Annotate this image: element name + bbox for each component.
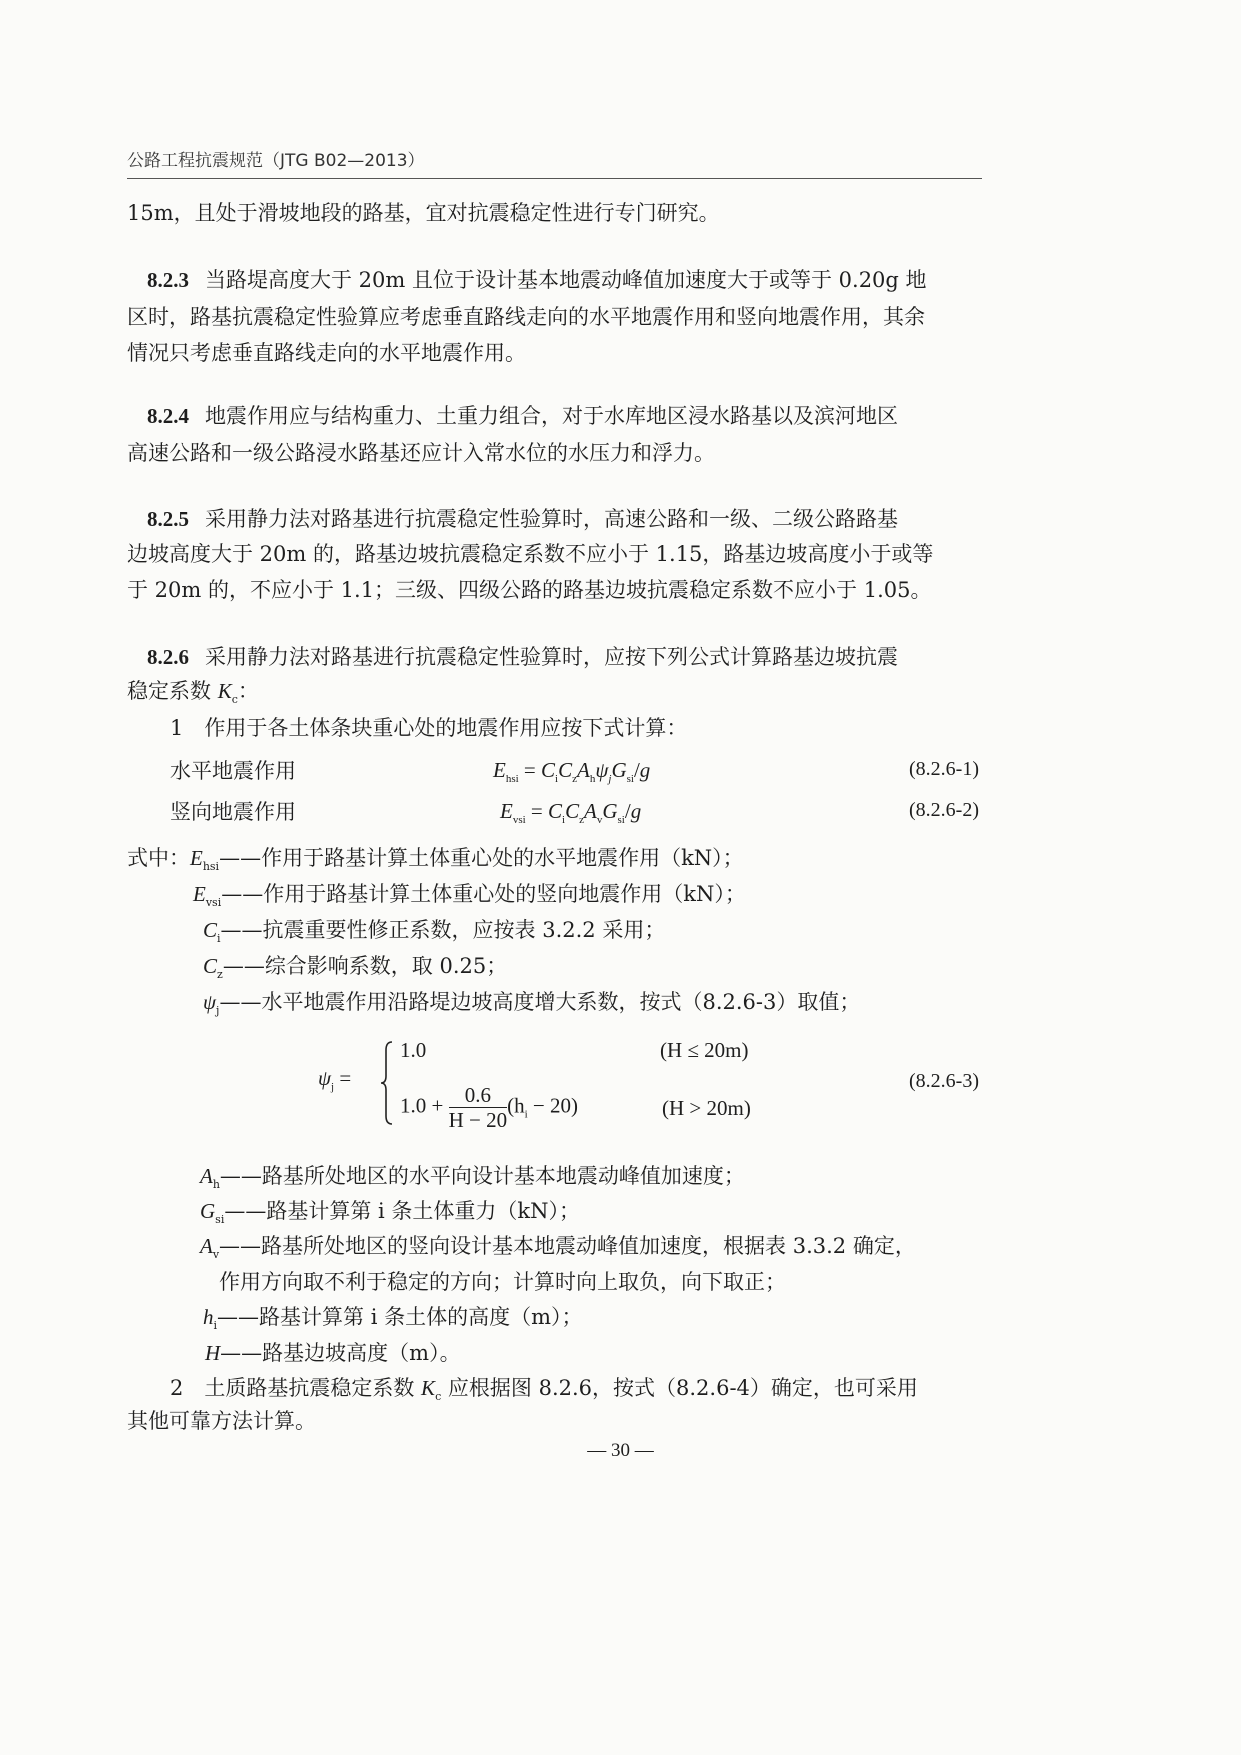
definition: $A_v——$路基所处地区的竖向设计基本地震动峰值加速度，根据表 3.3.2 确定， [200, 1234, 916, 1262]
brace [380, 1040, 394, 1126]
clause-8-2-4 [147, 401, 898, 431]
text: 地震作用应与结构重力、土重力组合，对于水库地区浸水路基以及滨河地区 [205, 404, 898, 428]
running-header: 公路工程抗震规范（JTG B02—2013） [127, 151, 425, 171]
definition: $C_z——$综合影响系数，取 0.25； [203, 954, 508, 982]
case-1: 1.0 [400, 1038, 427, 1062]
intro-line: 15m，且处于滑坡地段的路基，宜对抗震稳定性进行专门研究。 [127, 201, 720, 225]
item-2: 2 土质路基抗震稳定系数 $K_c$ 应根据图 8.2.6，按式（8.2.6-4）确定，也可采用 [170, 1376, 918, 1404]
page-number: — 30 — [587, 1440, 654, 1461]
equation-number: (8.2.6-2) [909, 799, 979, 821]
text: 情况只考虑垂直路线走向的水平地震作用。 [127, 341, 526, 365]
case-2: 1.0 + $\frac{0.6}{H - 20}$ $(h_i - 20)$ [400, 1083, 579, 1132]
where-label: 式中： [127, 846, 190, 870]
definition: $C_i——$抗震重要性修正系数，应按表 3.2.2 采用； [203, 918, 666, 946]
text: 采用静力法对路基进行抗震稳定性验算时，应按下列公式计算路基边坡抗震 [205, 645, 898, 669]
clause-number: 8.2.6 [147, 645, 189, 669]
eq1-label: 水平地震作用 [170, 759, 296, 783]
definition: $h_i——$路基计算第 i 条土体的高度（m）； [203, 1305, 583, 1333]
clause-number: 8.2.5 [147, 507, 189, 531]
equation-1: $E_{hsi} = C_iC_zA_h\psi_jG_{si}/g$ [493, 758, 651, 786]
definition-continued: 作用方向取不利于稳定的方向；计算时向上取负，向下取正； [219, 1270, 786, 1294]
text: 边坡高度大于 20m 的，路基边坡抗震稳定系数不应小于 1.15，路基边坡高度小于或等 [127, 542, 934, 566]
clause-8-2-5 [147, 504, 898, 534]
text: 采用静力法对路基进行抗震稳定性验算时，高速公路和一级、二级公路路基 [205, 507, 898, 531]
text: 当路堤高度大于 20m 且位于设计基本地震动峰值加速度大于或等于 0.20g 地 [205, 268, 927, 292]
condition-1: (H ≤ 20m) [660, 1038, 749, 1062]
clause-number: 8.2.3 [147, 268, 189, 292]
text: 其他可靠方法计算。 [127, 1409, 316, 1433]
definition: $E_{vsi}——$作用于路基计算土体重心处的竖向地震作用（kN）； [193, 882, 746, 910]
definition: $\psi_j——$水平地震作用沿路堤边坡高度增大系数，按式（8.2.6-3）取值； [203, 990, 861, 1018]
equation-number: (8.2.6-1) [909, 758, 979, 780]
clause-8-2-6 [147, 642, 898, 672]
clause-number: 8.2.4 [147, 404, 189, 428]
clause-8-2-3 [147, 265, 927, 295]
definition: H——路基边坡高度（m）。 [205, 1341, 461, 1365]
item-1: 1 作用于各土体条块重心处的地震作用应按下式计算： [170, 716, 688, 740]
text: 于 20m 的，不应小于 1.1；三级、四级公路的路基边坡抗震稳定系数不应小于 1.05。 [127, 578, 932, 602]
definition: $A_h——$路基所处地区的水平向设计基本地震动峰值加速度； [200, 1164, 745, 1192]
definition-first: 式中：$E_{hsi}——$作用于路基计算土体重心处的水平地震作用（kN）； [127, 846, 744, 874]
definition: $G_{si}——$路基计算第 i 条土体重力（kN）； [200, 1199, 581, 1227]
eq2-label: 竖向地震作用 [170, 800, 296, 824]
text: 区时，路基抗震稳定性验算应考虑垂直路线走向的水平地震作用和竖向地震作用，其余 [127, 305, 925, 329]
header-rule [127, 178, 982, 179]
text: 高速公路和一级公路浸水路基还应计入常水位的水压力和浮力。 [127, 441, 715, 465]
equation-3-lhs: $\psi_j$ = [318, 1066, 352, 1094]
equation-number: (8.2.6-3) [909, 1070, 979, 1092]
equation-2: $E_{vsi} = C_iC_zA_vG_{si}/g$ [500, 799, 642, 827]
condition-2: (H > 20m) [662, 1096, 751, 1120]
text: 稳定系数 $K_c$： [127, 679, 259, 707]
